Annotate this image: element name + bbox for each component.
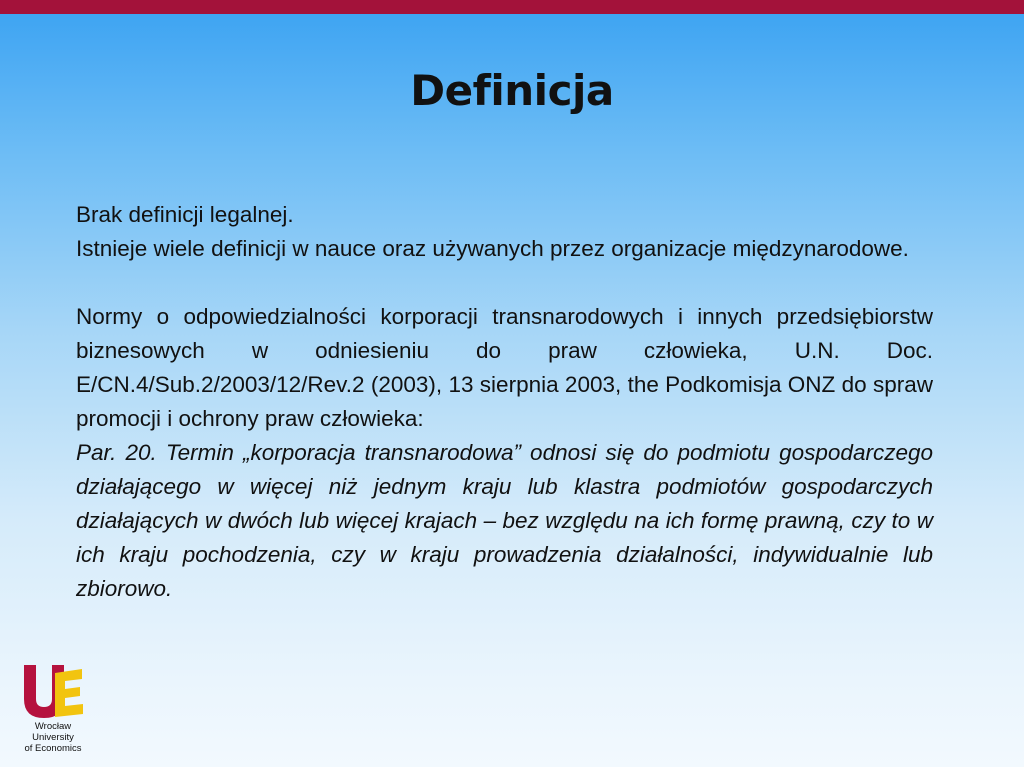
logo-line-city: Wrocław bbox=[34, 721, 72, 732]
paragraph-un-norms: Normy o odpowiedzialności korporacji transnarodowych i innych przedsiębiorstw biznesowych w odniesieniu do praw człowieka, U.N. Doc. E/CN.4/Sub.2/2003/12/Rev.2 (2003), 13 sierpnia 2003, the Podkomisja ONZ do spraw promocji i ochrony praw człowieka: bbox=[76, 304, 933, 431]
ue-logo-icon bbox=[22, 663, 84, 719]
slide-title: Definicja bbox=[410, 66, 614, 115]
paragraph-par-20-quote: Par. 20. Termin „korporacja transnarodowa” odnosi się do podmiotu gospodarczego działającego w więcej niż jednym kraju lub klastra podmiotów gospodarczych działających w dwóch lub więcej krajach – bez względu na ich formę prawną, czy to w ich kraju pochodzenia, czy w kraju prowadzenia działalności, indywidualnie lub zbiorowo. bbox=[76, 440, 933, 601]
logo-line-university: University bbox=[32, 732, 74, 743]
paragraph-spacer bbox=[76, 266, 933, 300]
university-logo bbox=[18, 663, 88, 759]
university-name bbox=[18, 721, 88, 754]
paragraph-many-definitions: Istnieje wiele definicji w nauce oraz używanych przez organizacje międzynarodowe. bbox=[76, 236, 909, 261]
slide-body bbox=[76, 198, 933, 606]
paragraph-no-legal-definition: Brak definicji legalnej. bbox=[76, 202, 294, 227]
logo-line-economics: of Economics bbox=[24, 743, 82, 754]
top-accent-bar bbox=[0, 0, 1024, 14]
